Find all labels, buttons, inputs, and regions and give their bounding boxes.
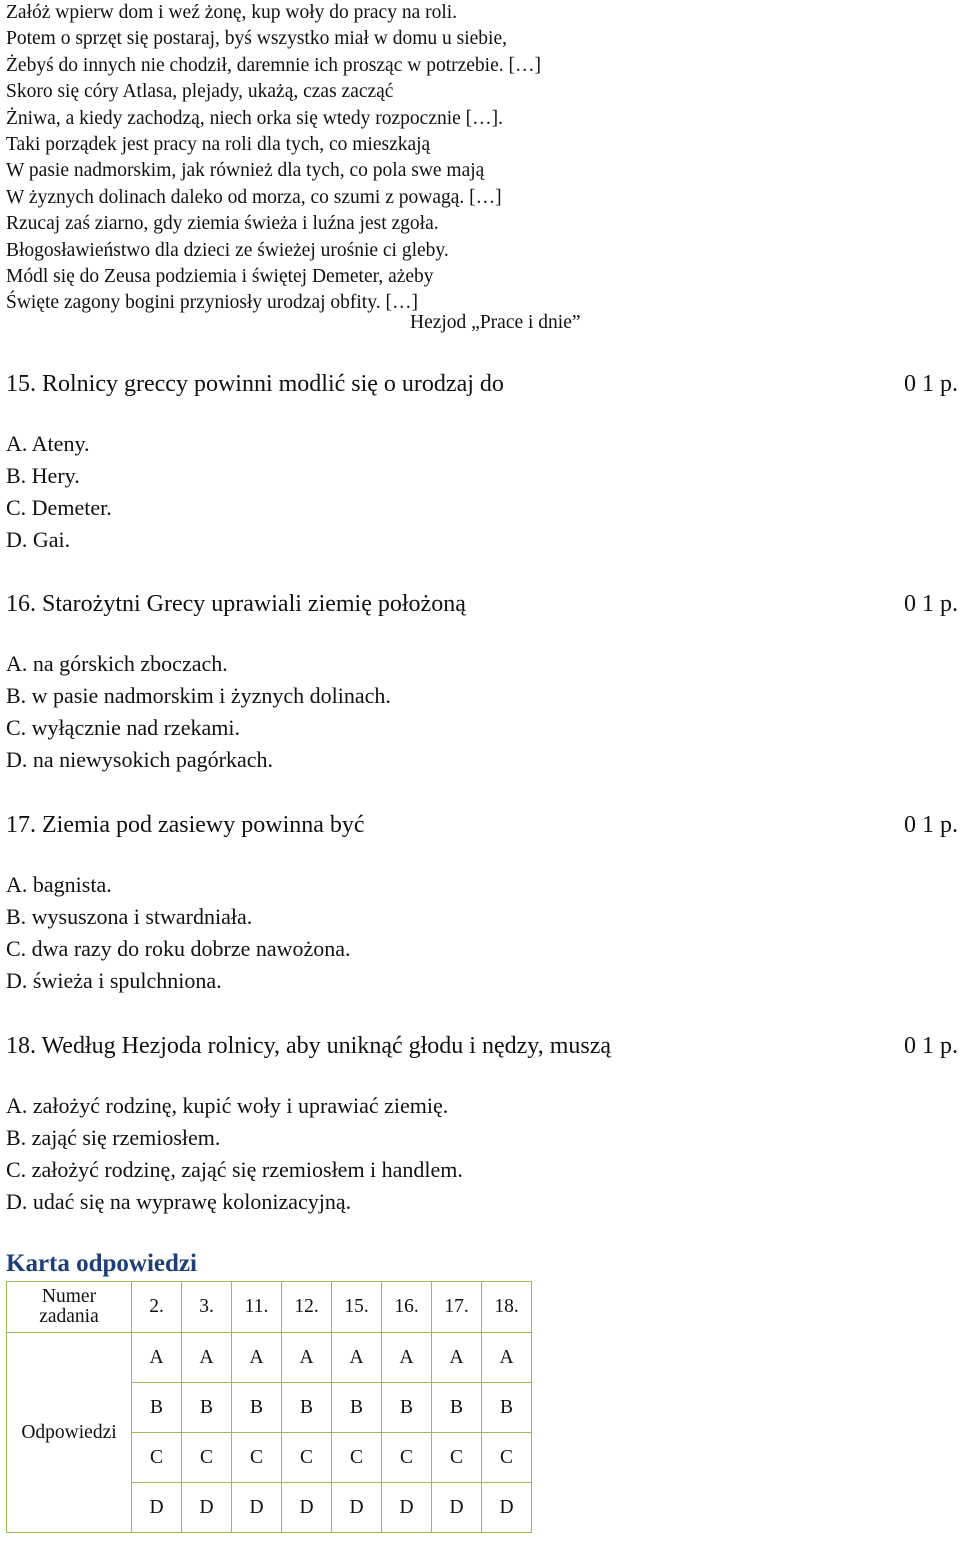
question-points: 0 1 p. bbox=[904, 1033, 958, 1059]
poem-line: Żebyś do innych nie chodził, daremnie ich prosząc w potrzebie. […] bbox=[6, 54, 541, 76]
answer-option-b: B. zająć się rzemiosłem. bbox=[6, 1125, 221, 1150]
answer-cell[interactable]: B bbox=[482, 1383, 532, 1433]
question-points: 0 1 p. bbox=[904, 812, 958, 838]
poem-line: Potem o sprzęt się postaraj, byś wszystko miał w domu u siebie, bbox=[6, 28, 507, 50]
task-number-cell: 17. bbox=[432, 1282, 482, 1333]
answer-cell[interactable]: A bbox=[182, 1333, 232, 1383]
answer-option-c: C. wyłącznie nad rzekami. bbox=[6, 715, 240, 740]
task-number-cell: 12. bbox=[282, 1282, 332, 1333]
question-17 bbox=[6, 809, 960, 997]
question-row bbox=[6, 1030, 960, 1062]
answer-options bbox=[6, 869, 960, 997]
question-points: 0 1 p. bbox=[904, 371, 958, 397]
answer-cell[interactable]: D bbox=[382, 1483, 432, 1533]
answer-option-a: A. Ateny. bbox=[6, 431, 90, 456]
question-row bbox=[6, 368, 960, 400]
answer-cell[interactable]: B bbox=[332, 1383, 382, 1433]
task-number-cell: 16. bbox=[382, 1282, 432, 1333]
question-16 bbox=[6, 588, 960, 776]
poem-line: Taki porządek jest pracy na roli dla tych, co mieszkają bbox=[6, 134, 431, 156]
answer-cell[interactable]: C bbox=[482, 1433, 532, 1483]
question-row bbox=[6, 809, 960, 841]
answer-card-title: Karta odpowiedzi bbox=[6, 1250, 197, 1277]
task-number-label-line: zadania bbox=[39, 1306, 99, 1327]
answer-cell[interactable]: A bbox=[482, 1333, 532, 1383]
answer-cell[interactable]: A bbox=[332, 1333, 382, 1383]
answer-cell[interactable]: C bbox=[382, 1433, 432, 1483]
task-number-cell: 2. bbox=[132, 1282, 182, 1333]
answer-cell[interactable]: C bbox=[282, 1433, 332, 1483]
answer-cell[interactable]: D bbox=[132, 1483, 182, 1533]
answer-cell[interactable]: D bbox=[282, 1483, 332, 1533]
poem bbox=[6, 0, 946, 317]
question-15 bbox=[6, 368, 960, 556]
answer-card-table bbox=[6, 1281, 532, 1533]
task-number-cell: 18. bbox=[482, 1282, 532, 1333]
answer-cell[interactable]: B bbox=[182, 1383, 232, 1433]
answer-cell[interactable]: A bbox=[282, 1333, 332, 1383]
question-text: Rolnicy greccy powinni modlić się o urodzaj do bbox=[42, 371, 504, 397]
task-number-cell: 3. bbox=[182, 1282, 232, 1333]
answer-cell[interactable]: C bbox=[232, 1433, 282, 1483]
answer-cell[interactable]: D bbox=[432, 1483, 482, 1533]
answer-cell[interactable]: B bbox=[132, 1383, 182, 1433]
answer-cell[interactable]: A bbox=[132, 1333, 182, 1383]
poem-line: Módl się do Zeusa podziemia i świętej Demeter, ażeby bbox=[6, 266, 434, 288]
question-number: 17. bbox=[6, 812, 36, 838]
poem-line: Załóż wpierw dom i weź żonę, kup woły do pracy na roli. bbox=[6, 2, 458, 23]
poem-line: Żniwa, a kiedy zachodzą, niech orka się wtedy rozpocznie […]. bbox=[6, 107, 504, 129]
poem-line: Święte zagony bogini przyniosły urodzaj obfity. […] bbox=[6, 292, 418, 314]
answer-option-a: A. bagnista. bbox=[6, 872, 112, 897]
answer-cell[interactable]: B bbox=[232, 1383, 282, 1433]
task-number-cell: 11. bbox=[232, 1282, 282, 1333]
answer-cell[interactable]: A bbox=[232, 1333, 282, 1383]
answer-option-c: C. założyć rodzinę, zająć się rzemiosłem i handlem. bbox=[6, 1157, 463, 1182]
answer-cell[interactable]: B bbox=[382, 1383, 432, 1433]
answer-option-b: B. wysuszona i stwardniała. bbox=[6, 904, 253, 929]
poem-line: W pasie nadmorskim, jak również dla tych, co pola swe mają bbox=[6, 160, 485, 182]
question-number: 16. bbox=[6, 591, 36, 617]
answer-cell[interactable]: D bbox=[332, 1483, 382, 1533]
poem-line: Rzucaj zaś ziarno, gdy ziemia świeża i luźna jest zgoła. bbox=[6, 213, 439, 235]
answer-option-c: C. dwa razy do roku dobrze nawożona. bbox=[6, 936, 351, 961]
answer-option-b: B. Hery. bbox=[6, 463, 80, 488]
answer-option-d: D. świeża i spulchniona. bbox=[6, 968, 222, 993]
answer-row-a bbox=[7, 1333, 532, 1383]
task-number-cell: 15. bbox=[332, 1282, 382, 1333]
poem-line: Błogosławieństwo dla dzieci ze świeżej urośnie ci gleby. bbox=[6, 239, 449, 261]
answer-cell[interactable]: C bbox=[132, 1433, 182, 1483]
answer-cell[interactable]: D bbox=[232, 1483, 282, 1533]
answer-cell[interactable]: C bbox=[182, 1433, 232, 1483]
answer-cell[interactable]: C bbox=[332, 1433, 382, 1483]
answer-options bbox=[6, 1090, 960, 1218]
question-row bbox=[6, 588, 960, 620]
answer-cell[interactable]: B bbox=[282, 1383, 332, 1433]
answer-cell[interactable]: A bbox=[382, 1333, 432, 1383]
answer-options bbox=[6, 428, 960, 556]
answer-cell[interactable]: D bbox=[482, 1483, 532, 1533]
answer-cell[interactable]: D bbox=[182, 1483, 232, 1533]
poem-line: W żyznych dolinach daleko od morza, co szumi z powagą. […] bbox=[6, 186, 502, 208]
task-number-label bbox=[7, 1282, 132, 1333]
answer-cell[interactable]: B bbox=[432, 1383, 482, 1433]
question-text: Ziemia pod zasiewy powinna być bbox=[42, 812, 365, 838]
answer-option-b: B. w pasie nadmorskim i żyznych dolinach. bbox=[6, 683, 391, 708]
question-number: 15. bbox=[6, 371, 36, 397]
answer-cell[interactable]: A bbox=[432, 1333, 482, 1383]
answer-option-a: A. założyć rodzinę, kupić woły i uprawiać ziemię. bbox=[6, 1093, 449, 1118]
question-text: Według Hezjoda rolnicy, aby uniknąć głodu i nędzy, muszą bbox=[41, 1033, 612, 1059]
question-text: Starożytni Grecy uprawiali ziemię położoną bbox=[42, 591, 466, 617]
question-18 bbox=[6, 1030, 960, 1218]
task-number-label-line: Numer bbox=[41, 1286, 97, 1307]
question-points: 0 1 p. bbox=[904, 591, 958, 617]
answer-options bbox=[6, 648, 960, 776]
question-number: 18. bbox=[6, 1033, 36, 1059]
answer-option-d: D. Gai. bbox=[6, 527, 71, 552]
poem-line: Skoro się córy Atlasa, plejady, ukażą, czas zacząć bbox=[6, 81, 394, 103]
answer-option-d: D. udać się na wyprawę kolonizacyjną. bbox=[6, 1189, 352, 1214]
answer-card-header-row bbox=[7, 1282, 532, 1333]
answer-option-d: D. na niewysokich pagórkach. bbox=[6, 747, 273, 772]
answer-cell[interactable]: C bbox=[432, 1433, 482, 1483]
answer-option-c: C. Demeter. bbox=[6, 495, 112, 520]
answers-label: Odpowiedzi bbox=[7, 1333, 132, 1533]
answer-option-a: A. na górskich zboczach. bbox=[6, 651, 228, 676]
poem-attribution: Hezjod „Prace i dnie” bbox=[410, 312, 581, 333]
